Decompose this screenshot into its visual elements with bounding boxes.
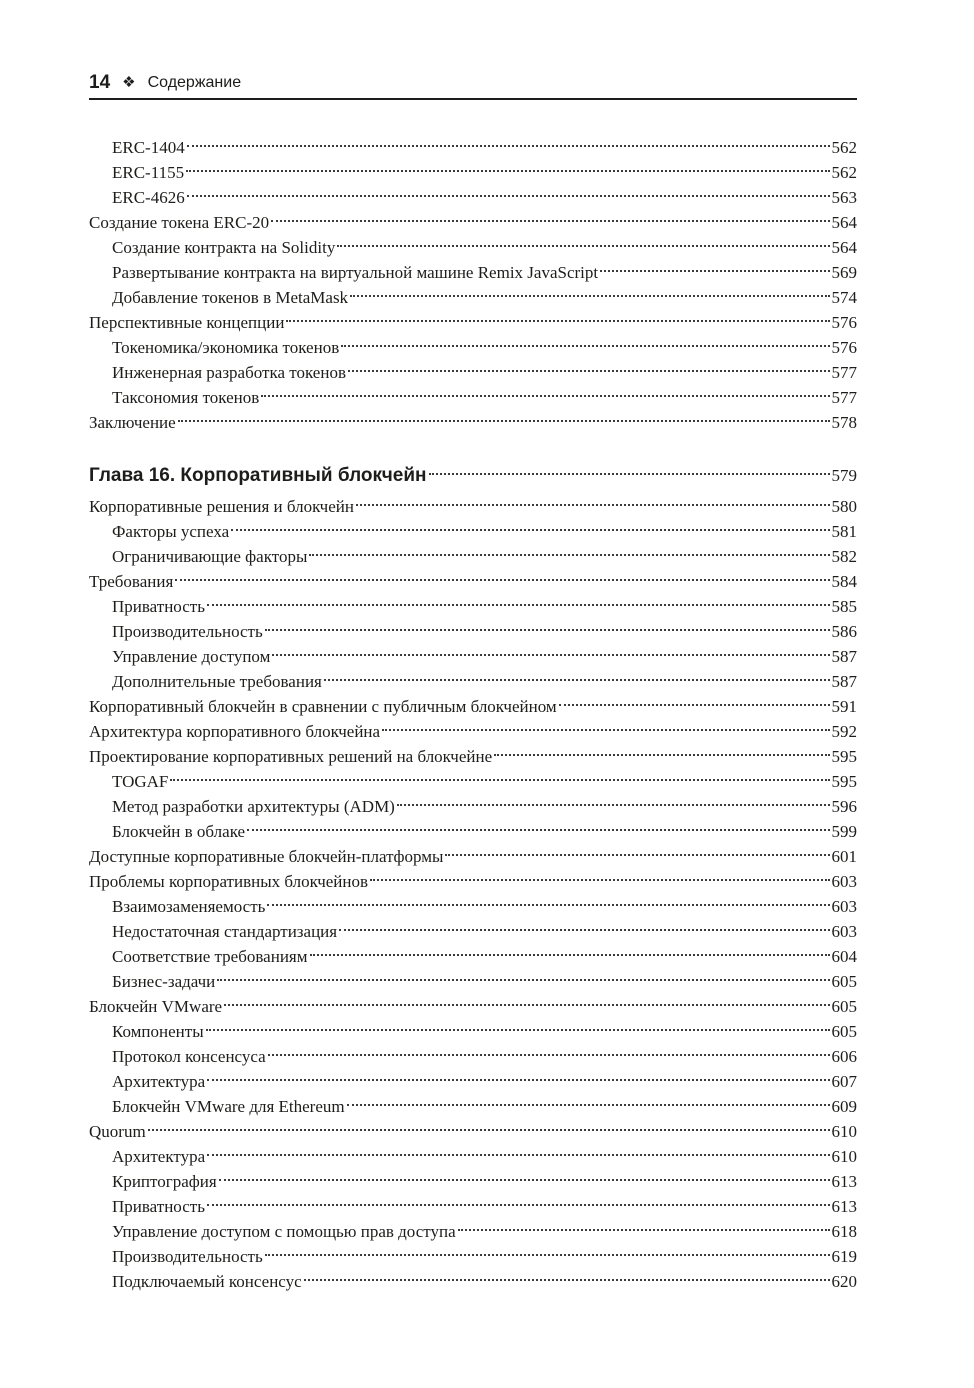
toc-entry-subsection[interactable] [89, 128, 857, 157]
dot-leader [186, 153, 829, 178]
entry-title: ERC-1404 [112, 138, 185, 157]
entry-title: Управление доступом [112, 647, 271, 666]
dot-leader [217, 962, 829, 987]
entry-page: 574 [831, 288, 857, 307]
dot-leader [178, 403, 830, 428]
dot-leader [397, 787, 830, 812]
entry-page: 569 [831, 263, 857, 282]
dot-leader [370, 862, 829, 887]
header-title: Содержание [147, 74, 242, 91]
entry-title: Взаимозаменяемость [112, 897, 266, 916]
dot-leader [231, 512, 829, 537]
table-of-contents [89, 128, 857, 1291]
entry-page: 603 [831, 872, 857, 891]
dot-leader [286, 303, 829, 328]
running-header [89, 70, 857, 100]
toc-section-b [89, 487, 857, 1291]
entry-title: Требования [89, 572, 174, 591]
entry-title: Приватность [112, 1197, 205, 1216]
entry-title: Факторы успеха [112, 522, 230, 541]
entry-page: 576 [831, 313, 857, 332]
entry-page: 580 [831, 497, 857, 516]
dot-leader [341, 328, 829, 353]
dot-leader [175, 562, 829, 587]
diamond-ornament-icon: ❖ [122, 74, 136, 91]
toc-entry-subsection[interactable] [89, 1037, 857, 1066]
dot-leader [261, 378, 829, 403]
entry-page: 564 [831, 213, 857, 232]
dot-leader [382, 712, 829, 737]
dot-leader [207, 1137, 829, 1162]
entry-title: Добавление токенов в MetaMask [112, 288, 349, 307]
toc-entry-section[interactable] [89, 203, 857, 232]
entry-page: 613 [831, 1197, 857, 1216]
entry-title: Бизнес-задачи [112, 972, 216, 991]
dot-leader [271, 203, 829, 228]
entry-page: 585 [831, 597, 857, 616]
entry-page: 595 [831, 772, 857, 791]
entry-page: 587 [831, 647, 857, 666]
dot-leader [272, 637, 829, 662]
entry-page: 592 [831, 722, 857, 741]
toc-entry-section[interactable] [89, 403, 857, 432]
entry-title: Корпоративные решения и блокчейн [89, 497, 354, 516]
dot-leader [224, 987, 829, 1012]
entry-page: 563 [831, 188, 857, 207]
dot-leader [339, 912, 829, 937]
entry-title: Доступные корпоративные блокчейн-платформы [89, 847, 444, 866]
page-number: 14 [89, 72, 111, 93]
entry-title: Создание токена ERC-20 [89, 213, 270, 232]
dot-leader [148, 1112, 830, 1137]
entry-page: 605 [831, 997, 857, 1016]
toc-entry-subsection[interactable] [89, 787, 857, 816]
entry-page: 619 [831, 1247, 857, 1266]
entry-page: 610 [831, 1147, 857, 1166]
entry-title: Заключение [89, 413, 176, 432]
entry-page: 603 [831, 897, 857, 916]
dot-leader [310, 937, 830, 962]
dot-leader [268, 1037, 830, 1062]
entry-title: Архитектура корпоративного блокчейна [89, 722, 381, 741]
toc-entry-section[interactable] [89, 487, 857, 516]
entry-page: 613 [831, 1172, 857, 1191]
entry-page: 591 [831, 697, 857, 716]
entry-title: Развертывание контракта на виртуальной машине Remix JavaScript [112, 263, 599, 282]
dot-leader [265, 1237, 830, 1262]
entry-title: Создание контракта на Solidity [112, 238, 336, 257]
entry-page: 595 [831, 747, 857, 766]
dot-leader [267, 887, 829, 912]
entry-page: 562 [831, 163, 857, 182]
entry-title: TOGAF [112, 772, 169, 791]
dot-leader [337, 228, 829, 253]
entry-page: 599 [831, 822, 857, 841]
dot-leader [207, 587, 830, 612]
dot-leader [247, 812, 829, 837]
dot-leader [600, 253, 829, 278]
entry-title: Quorum [89, 1122, 146, 1141]
entry-page: 620 [831, 1272, 857, 1291]
entry-page: 584 [831, 572, 857, 591]
entry-title: ERC-4626 [112, 188, 185, 207]
entry-title: Перспективные концепции [89, 313, 285, 332]
dot-leader [219, 1162, 830, 1187]
entry-page: 562 [831, 138, 857, 157]
toc-entry-subsection[interactable] [89, 153, 857, 182]
entry-title: Дополнительные требования [112, 672, 322, 691]
entry-page: 581 [831, 522, 857, 541]
entry-page: 609 [831, 1097, 857, 1116]
entry-page: 586 [831, 622, 857, 641]
toc-section-a [89, 128, 857, 432]
entry-page: 603 [831, 922, 857, 941]
entry-title: Таксономия токенов [112, 388, 260, 407]
dot-leader [170, 762, 829, 787]
dot-leader [347, 1087, 830, 1112]
entry-title: Проектирование корпоративных решений на блокчейне [89, 747, 493, 766]
dot-leader [348, 353, 830, 378]
entry-title: Ограничивающие факторы [112, 547, 308, 566]
entry-title: Соответствие требованиям [112, 947, 308, 966]
dot-leader [458, 1212, 830, 1237]
dot-leader [309, 537, 829, 562]
entry-title: Инженерная разработка токенов [112, 363, 346, 382]
dot-leader [265, 612, 830, 637]
dot-leader [304, 1262, 830, 1287]
dot-leader [356, 487, 830, 512]
entry-title: Блокчейн VMware [89, 997, 223, 1016]
entry-title: Компоненты [112, 1022, 204, 1041]
entry-page: 578 [831, 413, 857, 432]
entry-page: 604 [831, 947, 857, 966]
entry-title: Проблемы корпоративных блокчейнов [89, 872, 369, 891]
entry-title: Блокчейн VMware для Ethereum [112, 1097, 345, 1116]
entry-title: Приватность [112, 597, 205, 616]
toc-chapter-16[interactable] [89, 456, 857, 486]
entry-page: 601 [831, 847, 857, 866]
entry-page: 577 [831, 388, 857, 407]
dot-leader [207, 1062, 829, 1087]
toc-entry-section[interactable] [89, 1112, 857, 1141]
entry-title: ERC-1155 [112, 163, 185, 182]
dot-leader [324, 662, 830, 687]
entry-title: Подключаемый консенсус [112, 1272, 302, 1291]
entry-page: 606 [831, 1047, 857, 1066]
dot-leader [187, 178, 830, 203]
dot-leader [187, 128, 830, 153]
entry-title: Архитектура [112, 1072, 206, 1091]
entry-title: Блокчейн в облаке [112, 822, 246, 841]
entry-page: 607 [831, 1072, 857, 1091]
entry-page: 577 [831, 363, 857, 382]
entry-title: Протокол консенсуса [112, 1047, 266, 1066]
entry-page: 587 [831, 672, 857, 691]
entry-page: 605 [831, 972, 857, 991]
dot-leader [445, 837, 829, 862]
entry-title: Архитектура [112, 1147, 206, 1166]
dot-leader [207, 1187, 830, 1212]
entry-title: Производительность [112, 1247, 263, 1266]
dot-leader [350, 278, 829, 303]
toc-entry-subsection[interactable] [89, 178, 857, 207]
dot-leader [206, 1012, 830, 1037]
toc-entry-subsection[interactable] [89, 762, 857, 791]
entry-title: Производительность [112, 622, 263, 641]
entry-title: Криптография [112, 1172, 217, 1191]
entry-title: Метод разработки архитектуры (ADM) [112, 797, 395, 816]
entry-title: Управление доступом с помощью прав доступа [112, 1222, 456, 1241]
dot-leader [429, 456, 830, 481]
entry-title: Токеномика/экономика токенов [112, 338, 340, 357]
entry-page: 618 [831, 1222, 857, 1241]
toc-entry-subsection[interactable] [89, 1137, 857, 1166]
entry-title: Корпоративный блокчейн в сравнении с публичным блокчейном [89, 697, 557, 716]
entry-page: 596 [831, 797, 857, 816]
dot-leader [559, 687, 830, 712]
toc-entry-subsection[interactable] [89, 587, 857, 616]
dot-leader [494, 737, 829, 762]
chapter-title: Глава 16. Корпоративный блокчейн [89, 465, 427, 486]
entry-title: Недостаточная стандартизация [112, 922, 338, 941]
entry-page: 564 [831, 238, 857, 257]
chapter-page: 579 [831, 466, 857, 485]
toc-entry-section[interactable] [89, 562, 857, 591]
entry-page: 605 [831, 1022, 857, 1041]
entry-page: 576 [831, 338, 857, 357]
entry-page: 582 [831, 547, 857, 566]
entry-page: 610 [831, 1122, 857, 1141]
